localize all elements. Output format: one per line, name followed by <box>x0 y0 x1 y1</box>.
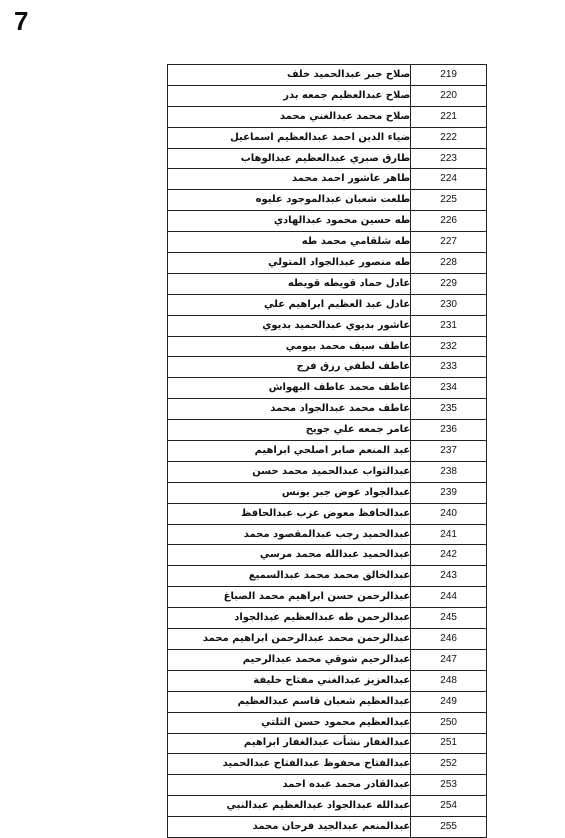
row-number: 223 <box>411 148 487 169</box>
row-number: 226 <box>411 211 487 232</box>
row-name: عبدالعظيم محمود حسن التلتي <box>168 712 411 733</box>
table-row <box>168 649 487 670</box>
row-name: عبدالرحيم شوقي محمد عبدالرحيم <box>168 649 411 670</box>
row-name: عبد المنعم صابر اصلحي ابراهيم <box>168 441 411 462</box>
row-name: عاطف محمد عبدالجواد محمد <box>168 399 411 420</box>
row-name: عاطف سيف محمد بيومي <box>168 336 411 357</box>
row-name: عبدالتواب عبدالحميد محمد حسن <box>168 461 411 482</box>
row-name: طاهر عاشور احمد محمد <box>168 169 411 190</box>
row-name: عبدالرحمن محمد عبدالرحمن ابراهيم محمد <box>168 629 411 650</box>
row-number: 255 <box>411 817 487 838</box>
table-row <box>168 357 487 378</box>
page-number: 7 <box>14 6 29 36</box>
table-row <box>168 461 487 482</box>
table-row <box>168 399 487 420</box>
row-name: عبدالخالق محمد محمد عبدالسميع <box>168 566 411 587</box>
table-row <box>168 691 487 712</box>
row-number: 246 <box>411 629 487 650</box>
row-name: عبدالله عبدالجواد عبدالعظيم عبدالنبي <box>168 796 411 817</box>
row-name: عبدالحميد رجب عبدالمقصود محمد <box>168 524 411 545</box>
table-row <box>168 211 487 232</box>
row-number: 239 <box>411 482 487 503</box>
table-row <box>168 273 487 294</box>
row-number: 245 <box>411 608 487 629</box>
row-number: 241 <box>411 524 487 545</box>
table-row <box>168 441 487 462</box>
row-name: عاطف لطفي رزق فرج <box>168 357 411 378</box>
names-table-body <box>168 65 487 838</box>
row-name: عبدالجواد عوض جبر يونس <box>168 482 411 503</box>
row-number: 249 <box>411 691 487 712</box>
table-row <box>168 545 487 566</box>
row-name: عبدالحافظ معوض عزب عبدالحافظ <box>168 503 411 524</box>
table-row <box>168 524 487 545</box>
row-number: 219 <box>411 65 487 86</box>
table-row <box>168 148 487 169</box>
table-row <box>168 232 487 253</box>
row-name: عبدالرحمن حسن ابراهيم محمد الصباغ <box>168 587 411 608</box>
table-row <box>168 796 487 817</box>
row-name: عبدالفتاح محفوظ عبدالفتاح عبدالحميد <box>168 754 411 775</box>
table-row <box>168 503 487 524</box>
table-row <box>168 629 487 650</box>
row-number: 242 <box>411 545 487 566</box>
row-name: صلاح عبدالعظيم جمعه بدر <box>168 85 411 106</box>
row-name: ضياء الدين احمد عبدالعظيم اسماعيل <box>168 127 411 148</box>
row-number: 233 <box>411 357 487 378</box>
table-row <box>168 190 487 211</box>
row-number: 247 <box>411 649 487 670</box>
table-row <box>168 754 487 775</box>
table-row <box>168 608 487 629</box>
row-number: 221 <box>411 106 487 127</box>
row-number: 220 <box>411 85 487 106</box>
row-number: 228 <box>411 253 487 274</box>
row-name: صلاح جبر عبدالحميد خلف <box>168 65 411 86</box>
row-number: 254 <box>411 796 487 817</box>
table-row <box>168 566 487 587</box>
table-row <box>168 420 487 441</box>
table-row <box>168 482 487 503</box>
row-number: 235 <box>411 399 487 420</box>
row-number: 227 <box>411 232 487 253</box>
row-number: 252 <box>411 754 487 775</box>
row-number: 251 <box>411 733 487 754</box>
row-number: 248 <box>411 670 487 691</box>
row-name: عادل عبد العظيم ابراهيم علي <box>168 294 411 315</box>
table-row <box>168 127 487 148</box>
row-name: عبدالمنعم عبدالجيد فرحان محمد <box>168 817 411 838</box>
row-number: 237 <box>411 441 487 462</box>
row-number: 230 <box>411 294 487 315</box>
row-number: 234 <box>411 378 487 399</box>
table-row <box>168 315 487 336</box>
row-name: عامر جمعه علي جويح <box>168 420 411 441</box>
table-row <box>168 587 487 608</box>
row-number: 225 <box>411 190 487 211</box>
table-row <box>168 253 487 274</box>
table-row <box>168 670 487 691</box>
row-name: عبدالرحمن طه عبدالعظيم عبدالجواد <box>168 608 411 629</box>
row-name: صلاح محمد عبدالغني محمد <box>168 106 411 127</box>
row-number: 232 <box>411 336 487 357</box>
row-number: 244 <box>411 587 487 608</box>
row-number: 236 <box>411 420 487 441</box>
table-row <box>168 378 487 399</box>
row-name: عبدالعظيم شعبان قاسم عبدالعظيم <box>168 691 411 712</box>
table-row <box>168 775 487 796</box>
row-name: عادل حماد قويطه قويطه <box>168 273 411 294</box>
row-name: طه حسين محمود عبدالهادي <box>168 211 411 232</box>
row-name: عاشور بديوي عبدالحميد بديوي <box>168 315 411 336</box>
row-number: 243 <box>411 566 487 587</box>
table-row <box>168 712 487 733</box>
row-number: 253 <box>411 775 487 796</box>
table-row <box>168 85 487 106</box>
row-number: 229 <box>411 273 487 294</box>
row-number: 238 <box>411 461 487 482</box>
table-row <box>168 336 487 357</box>
row-number: 222 <box>411 127 487 148</box>
table-row <box>168 169 487 190</box>
row-name: عبدالعزيز عبدالغني مفتاح خليفة <box>168 670 411 691</box>
row-number: 224 <box>411 169 487 190</box>
row-number: 250 <box>411 712 487 733</box>
row-name: عبدالحميد عبدالله محمد مرسي <box>168 545 411 566</box>
row-name: طارق صبري عبدالعظيم عبدالوهاب <box>168 148 411 169</box>
table-row <box>168 106 487 127</box>
row-number: 240 <box>411 503 487 524</box>
table-row <box>168 733 487 754</box>
table-row <box>168 65 487 86</box>
row-number: 231 <box>411 315 487 336</box>
row-name: عبدالقادر محمد عبده احمد <box>168 775 411 796</box>
row-name: طه شلقامي محمد طه <box>168 232 411 253</box>
table-row <box>168 294 487 315</box>
names-table <box>167 64 487 838</box>
row-name: طه منصور عبدالجواد المتولي <box>168 253 411 274</box>
row-name: طلعت شعبان عبدالموجود عليوه <box>168 190 411 211</box>
table-row <box>168 817 487 838</box>
row-name: عبدالغفار نشأت عبدالغفار ابراهيم <box>168 733 411 754</box>
row-name: عاطف محمد عاطف البهواش <box>168 378 411 399</box>
